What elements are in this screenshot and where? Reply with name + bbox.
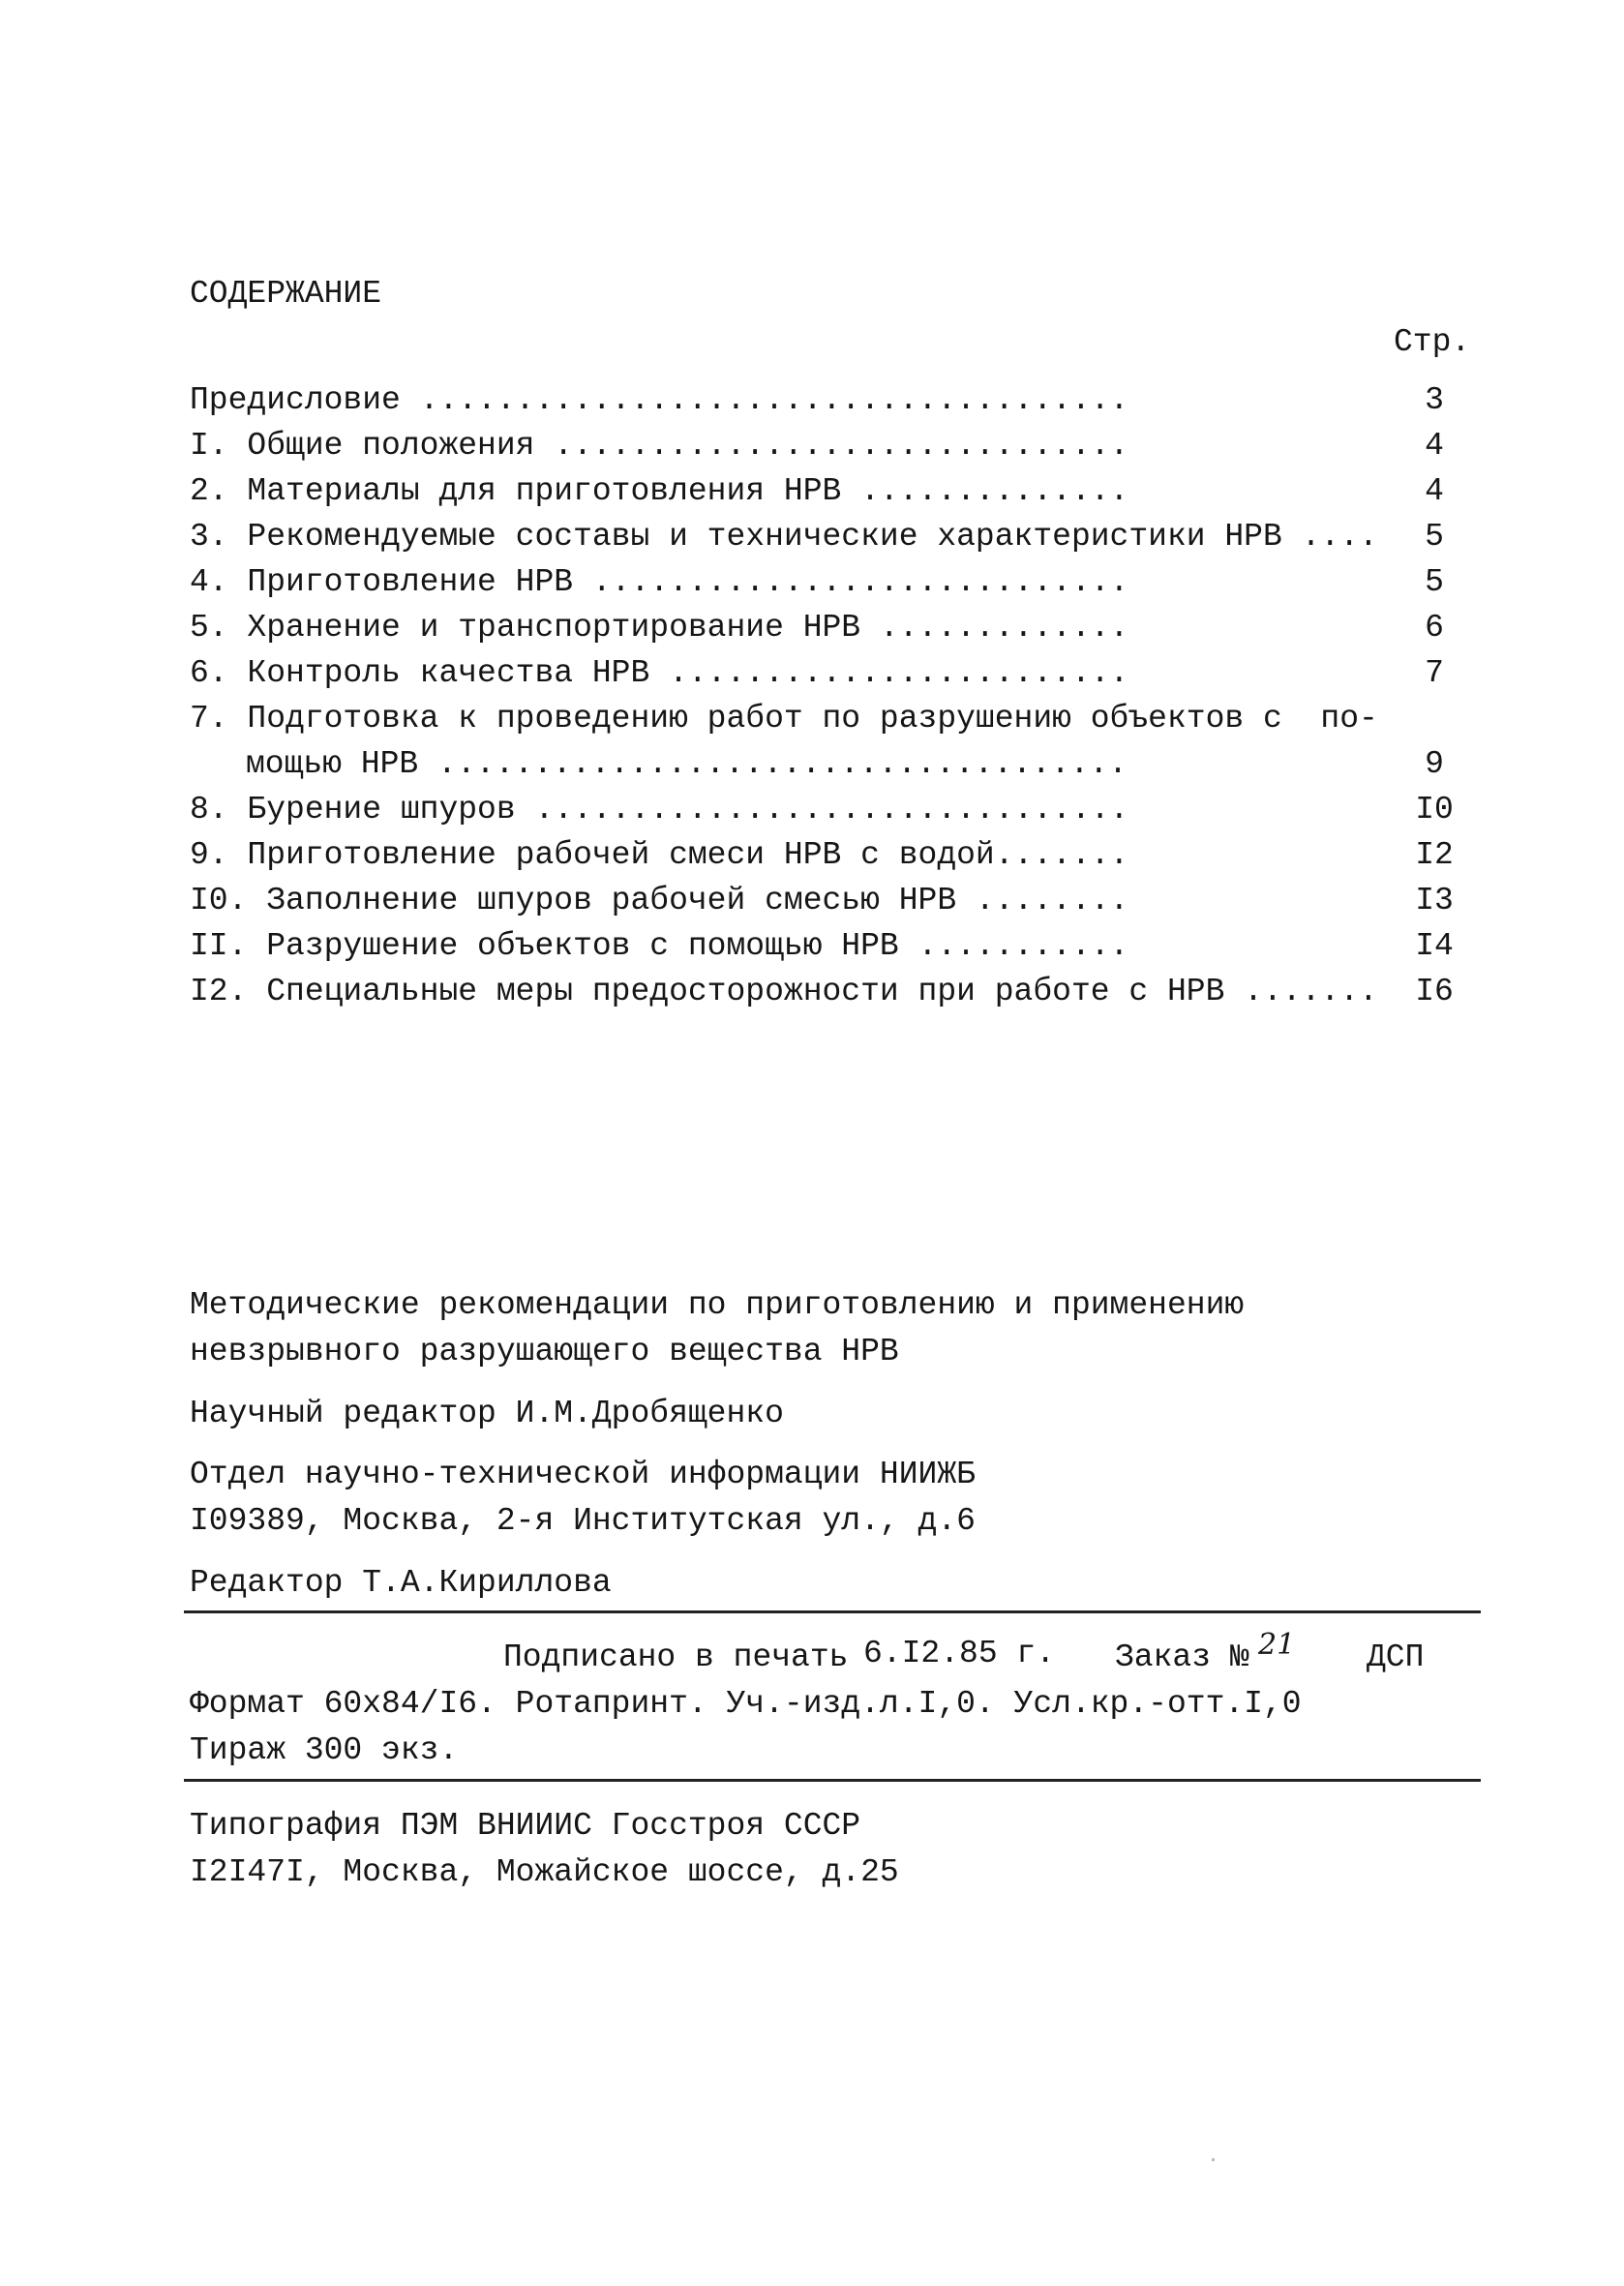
toc-entry-page: 6: [1425, 610, 1444, 646]
toc-entry-label: 3. Рекомендуемые составы и технические характеристики НРВ ....: [190, 519, 1378, 555]
printing-house-address: I2I47I, Москва, Можайское шоссе, д.25: [190, 1854, 899, 1890]
signed-date: 6.I2.85 г.: [863, 1636, 1056, 1671]
toc-entry: [190, 564, 1463, 607]
toc-entry-label: 7. Подготовка к проведению работ по разрушению объектов с по-: [190, 701, 1378, 737]
toc-entry: [190, 792, 1463, 834]
toc-entry: [190, 837, 1463, 880]
toc-entry-label: 2. Материалы для приготовления НРВ ..............: [190, 473, 1129, 509]
department-line-1: Отдел научно-технической информации НИИЖБ: [190, 1457, 976, 1492]
toc-entry-page: 3: [1425, 382, 1444, 418]
toc-entry: [190, 473, 1463, 516]
toc-entry-label: 6. Контроль качества НРВ ........................: [190, 655, 1129, 691]
toc-entry: [190, 519, 1463, 561]
toc-entry-page: 5: [1425, 564, 1444, 600]
format-line: Формат 60х84/I6. Ротапринт. Уч.-изд.л.I,0. Усл.кр.-отт.I,0: [190, 1686, 1302, 1722]
toc-entry-label: I2. Специальные меры предосторожности при работе с НРВ .......: [190, 974, 1378, 1009]
toc-entry-page: I4: [1415, 928, 1454, 964]
toc-entry-page: I3: [1415, 883, 1454, 918]
scientific-editor: Научный редактор И.М.Дробященко: [190, 1396, 784, 1431]
toc-entry-page: 5: [1425, 519, 1444, 555]
toc-entry-label: 9. Приготовление рабочей смеси НРВ с водой.......: [190, 837, 1129, 873]
scan-speck: [1212, 2158, 1215, 2161]
toc-entry-label: I. Общие положения ..............................: [190, 428, 1129, 464]
toc-entry: [190, 974, 1463, 1016]
imprint-title-line-2: невзрывного разрушающего вещества НРВ: [190, 1334, 899, 1369]
editor: Редактор Т.А.Кириллова: [190, 1565, 612, 1601]
printing-house: Типография ПЭМ ВНИИИС Госстроя СССР: [190, 1808, 861, 1844]
toc-entry-label: 5. Хранение и транспортирование НРВ .............: [190, 610, 1129, 646]
toc-entry-label: II. Разрушение объектов с помощью НРВ ...........: [190, 928, 1129, 964]
order-number: 21: [1258, 1628, 1296, 1662]
toc-entry: [190, 883, 1463, 925]
toc-entry: [190, 655, 1463, 698]
toc-entry: [190, 610, 1463, 652]
toc-entry-page: 4: [1425, 473, 1444, 509]
signed-to-print-label: Подписано в печать: [503, 1639, 849, 1675]
circulation: Тираж 300 экз.: [190, 1732, 459, 1768]
department-address: I09389, Москва, 2-я Институтская ул., д.6: [190, 1503, 976, 1539]
toc-entry-page: 4: [1425, 428, 1444, 464]
toc-entry-page: I0: [1415, 792, 1454, 827]
divider-rule: [184, 1610, 1481, 1613]
imprint-title-line-1: Методические рекомендации по приготовлению и применению: [190, 1287, 1245, 1323]
toc-entry-label: 8. Бурение шпуров ...............................: [190, 792, 1129, 827]
toc-entry-label: 4. Приготовление НРВ ............................: [190, 564, 1129, 600]
toc-title: СОДЕРЖАНИЕ: [190, 276, 382, 312]
toc-entry-label: мощью НРВ ....................................: [246, 746, 1128, 782]
divider-rule: [184, 1779, 1481, 1782]
toc-entry-label: I0. Заполнение шпуров рабочей смесью НРВ ........: [190, 883, 1129, 918]
toc-entry: [190, 428, 1463, 470]
toc-entry-label: Предисловие .....................................: [190, 382, 1129, 418]
toc-entry: [190, 928, 1463, 971]
toc-entry-page: 7: [1425, 655, 1444, 691]
toc-entry-page: I6: [1415, 974, 1454, 1009]
toc-entry: [190, 382, 1463, 425]
toc-page-column-header: Стр.: [1394, 324, 1471, 360]
dsp-mark: ДСП: [1367, 1639, 1425, 1675]
toc-entry: [190, 701, 1463, 743]
toc-entry-continuation: [190, 746, 1463, 789]
toc-entry-page: 9: [1425, 746, 1444, 782]
toc-entry-page: I2: [1415, 837, 1454, 873]
order-label: Заказ №: [1115, 1639, 1249, 1675]
